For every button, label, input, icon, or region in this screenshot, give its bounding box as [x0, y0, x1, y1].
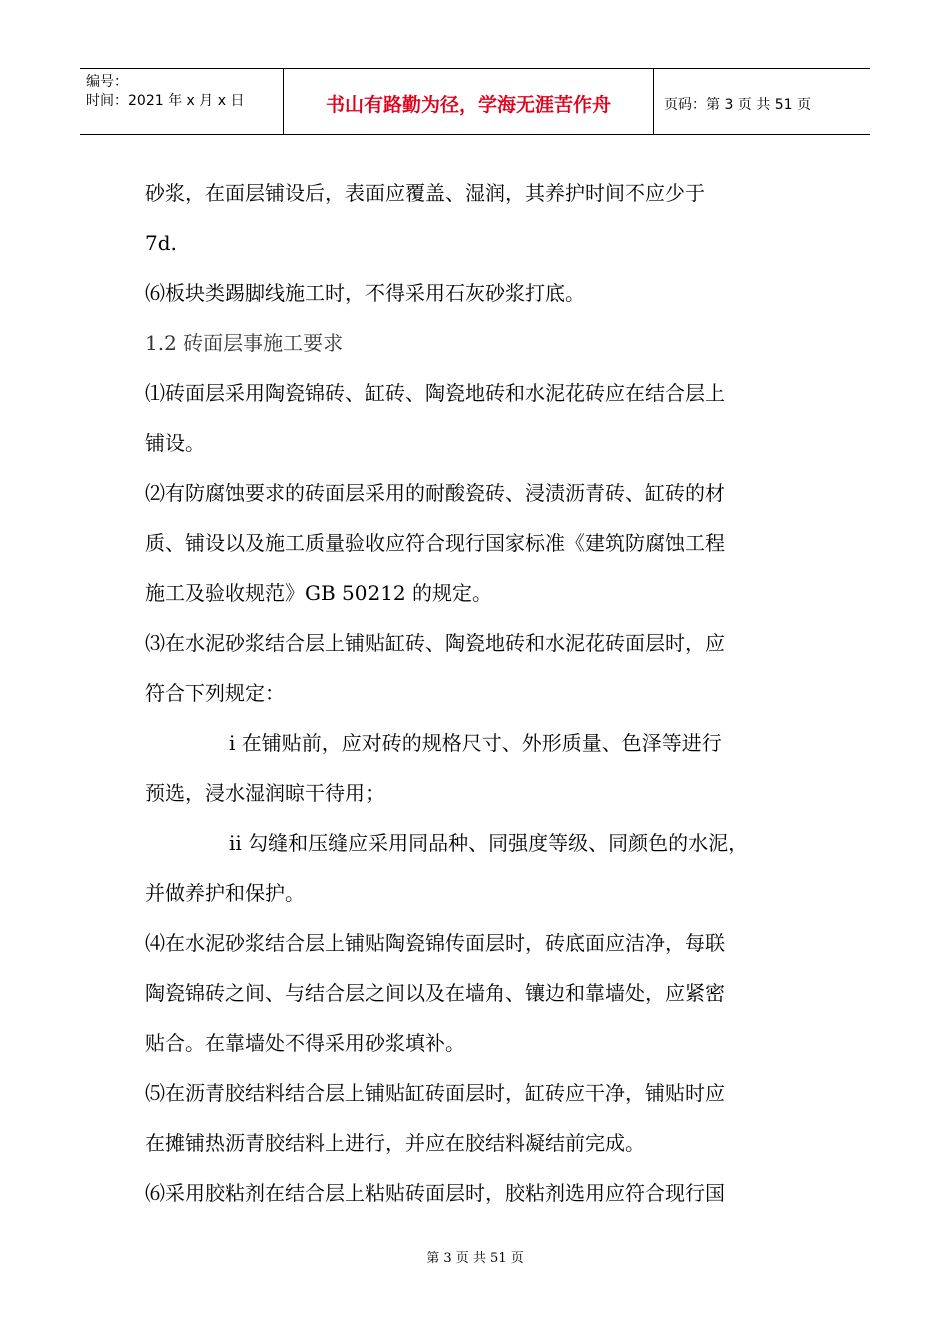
- body-line: 预选，浸水湿润晾干待用；: [145, 781, 385, 805]
- sub-item-line: ⅱ 勾缝和压缝应采用同品种、同强度等级、同颜色的水泥，: [229, 831, 749, 855]
- body-line: 7d.: [145, 231, 177, 255]
- body-line: ⑵有防腐蚀要求的砖面层采用的耐酸瓷砖、浸渍沥青砖、缸砖的材: [145, 481, 725, 505]
- document-time-label: 时间：2021 年 x 月 x 日: [86, 93, 245, 109]
- section-heading: 1.2 砖面层事施工要求: [145, 331, 344, 355]
- body-line: ⑴砖面层采用陶瓷锦砖、缸砖、陶瓷地砖和水泥花砖应在结合层上: [145, 381, 725, 405]
- body-line: 施工及验收规范》GB 50212 的规定。: [145, 581, 493, 605]
- page-footer: 第 3 页 共 51 页: [426, 1251, 524, 1266]
- body-line: 砂浆，在面层铺设后，表面应覆盖、湿润，其养护时间不应少于: [145, 181, 705, 205]
- body-line: 陶瓷锦砖之间、与结合层之间以及在墙角、镶边和靠墙处，应紧密: [145, 981, 725, 1005]
- body-line: 贴合。在靠墙处不得采用砂浆填补。: [145, 1031, 465, 1055]
- sub-item-line: ⅰ 在铺贴前，应对砖的规格尺寸、外形质量、色泽等进行: [229, 731, 722, 755]
- document-number-label: 编号：: [86, 74, 128, 90]
- body-line: 符合下列规定：: [145, 681, 285, 705]
- body-line: ⑹板块类踢脚线施工时，不得采用石灰砂浆打底。: [145, 281, 585, 305]
- body-line: ⑹采用胶粘剂在结合层上粘贴砖面层时，胶粘剂选用应符合现行国: [145, 1181, 725, 1205]
- header-meta: [80, 69, 283, 134]
- body-line: 铺设。: [145, 431, 205, 455]
- body-line: 质、铺设以及施工质量验收应符合现行国家标准《建筑防腐蚀工程: [145, 531, 725, 555]
- body-line: ⑶在水泥砂浆结合层上铺贴缸砖、陶瓷地砖和水泥花砖面层时，应: [145, 631, 725, 655]
- body-line: 并做养护和保护。: [145, 881, 305, 905]
- page-header: [80, 68, 870, 135]
- body-line: ⑸在沥青胶结料结合层上铺贴缸砖面层时，缸砖应干净，铺贴时应: [145, 1081, 725, 1105]
- header-page-info: 页码：第 3 页 共 51 页: [664, 96, 811, 113]
- body-line: 在摊铺热沥青胶结料上进行，并应在胶结料凝结前完成。: [145, 1131, 645, 1155]
- header-motto: 书山有路勤为径，学海无涯苦作舟: [283, 69, 654, 134]
- body-line: ⑷在水泥砂浆结合层上铺贴陶瓷锦传面层时，砖底面应洁净，每联: [145, 931, 725, 955]
- document-body: [145, 168, 825, 1218]
